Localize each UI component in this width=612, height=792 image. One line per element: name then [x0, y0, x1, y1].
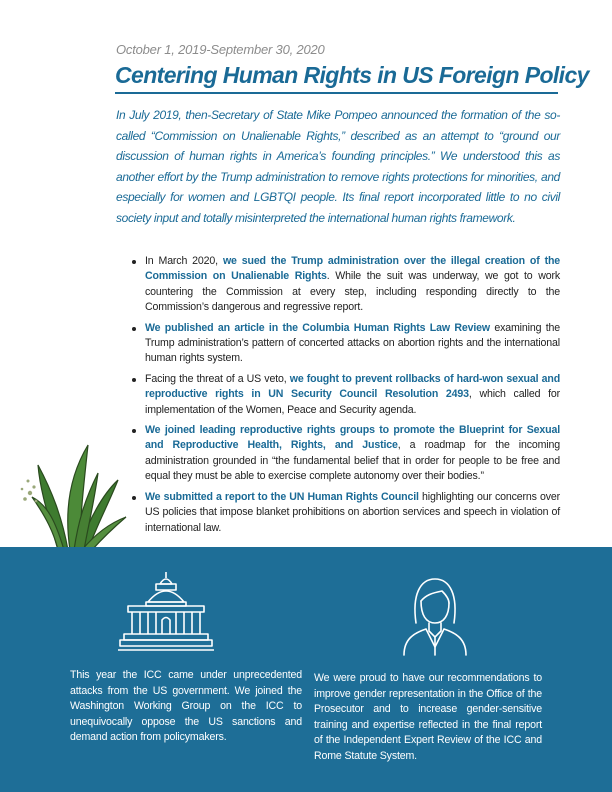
bullet-link[interactable]: we sued the Trump administration over the illegal creation of the Commission on Unalienable Rights	[145, 255, 561, 283]
right-column-text: We were proud to have our recommendations to improve gender representation in the Office of the Prosecutor and to increase gender-sensitive training and expertise reflected in the final report of the Independent Expert Review of the ICC and Rome Statute System.	[314, 672, 542, 762]
bullet-list	[132, 254, 560, 541]
bullet-item: We joined leading reproductive rights groups to promote the Blueprint for Sexual and Reproductive Health, Rights, and Justice, a roadmap for the incoming administration grounded in “the fundamental belief that in order for people to be free and equal they must be able to exercise complete autonomy over their bodies.”	[132, 423, 560, 485]
left-column-text: This year the ICC came under unprecedented attacks from the US government. We joined the Washington Working Group on the ICC to unequivocally oppose the US sanctions and demand action from policymakers.	[70, 669, 302, 744]
bullet-item: Facing the threat of a US veto, we fought to prevent rollbacks of hard-won sexual and reproductive rights in UN Security Council Resolution 2493, which called for implementation of the Women, Peace and Security agenda.	[132, 372, 560, 418]
bullet-link[interactable]: We submitted a report to the UN Human Rights Council	[145, 490, 419, 503]
bullet-item: We published an article in the Columbia Human Rights Law Review examining the Trump administration’s pattern of concerted attacks on abortion rights and the international human rights system.	[132, 321, 560, 367]
bullet-item: In March 2020, we sued the Trump administration over the illegal creation of the Commission on Unalienable Rights. While the suit was underway, we got to work countering the Commission at every step, including responding directly to the Commission’s dangerous and regressive report.	[132, 254, 560, 316]
plant-illustration-icon	[18, 405, 128, 550]
bullet-link[interactable]: we fought to prevent rollbacks of hard-won sexual and reproductive rights in UN Security Council Resolution 2493	[145, 372, 561, 401]
date-range: October 1, 2019-September 30, 2020	[116, 42, 325, 57]
title-divider	[115, 92, 558, 94]
woman-portrait-icon	[402, 575, 468, 657]
intro-paragraph: In July 2019, then-Secretary of State Mike Pompeo announced the formation of the so-called “Commission on Unalienable Rights,” described as an attempt to “ground our discussion of human rights in America’s founding principles.” We understood this as another effort by the Trump administration to remove rights protections for minorities, and especially for women and LGBTQI people. Its final report incorporated little to no civil society input and totally misinterpreted the international human rights framework.	[116, 108, 560, 225]
page-title: Centering Human Rights in US Foreign Policy	[115, 62, 589, 88]
bullet-item: We submitted a report to the UN Human Rights Council highlighting our concerns over US policies that impose blanket prohibitions on abortion services and speech in violation of international law.	[132, 490, 560, 536]
capitol-building-icon	[118, 570, 214, 652]
bullet-link[interactable]: We published an article in the Columbia Human Rights Law Review	[145, 321, 490, 334]
bullet-link[interactable]: We joined leading reproductive rights groups to promote the Blueprint for Sexual and Reproductive Health, Rights, and Justice	[145, 424, 560, 452]
